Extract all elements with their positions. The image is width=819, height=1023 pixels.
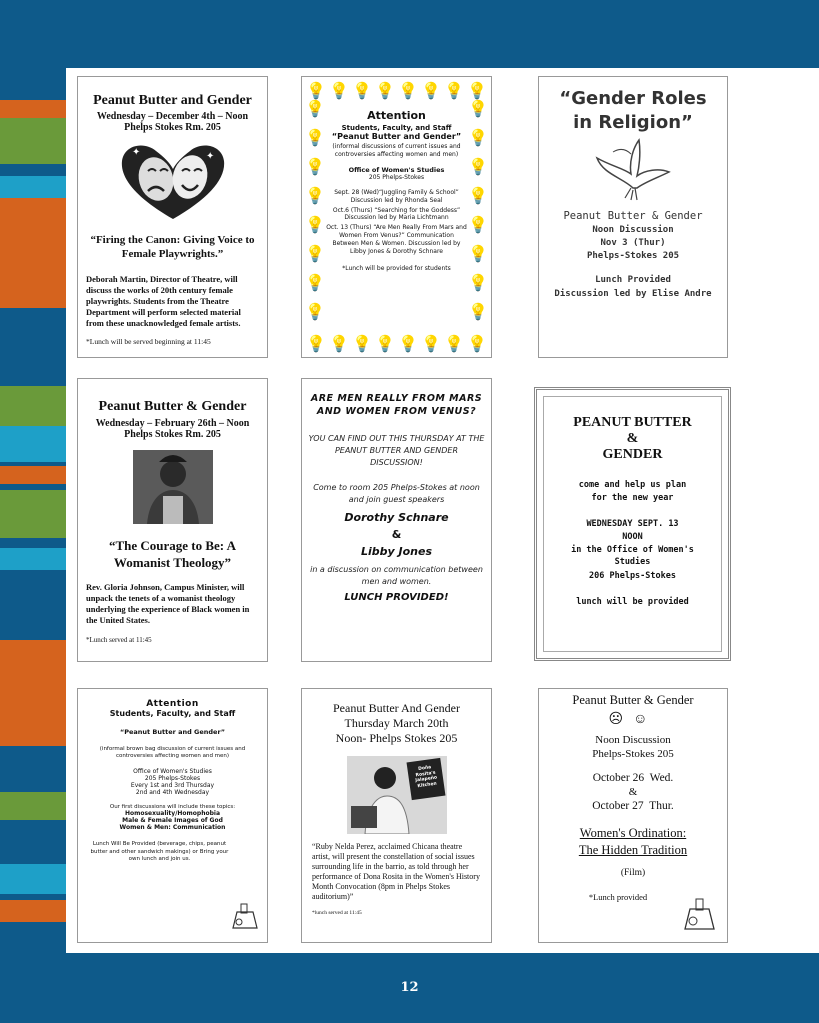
lightbulb-icon: 💡 [329, 81, 349, 100]
flyer9-type: Noon Discussion [595, 734, 671, 746]
lightbulb-icon: 💡 [468, 244, 488, 263]
flyer5-line1: YOU CAN FIND OUT THIS THURSDAY AT THE PEANUT BUTTER AND GENDER DISCUSSION! [308, 433, 485, 468]
flyer7-schedule1: Every 1st and 3rd Thursday [130, 782, 215, 790]
flyer7-topic2: Male & Female Images of God [122, 817, 223, 825]
flyer7-room: 205 Phelps-Stokes [144, 775, 201, 783]
lightbulb-icon: 💡 [468, 157, 488, 176]
flyer6-lunch: lunch will be provided [576, 597, 689, 607]
flyer8-room: Noon- Phelps Stokes 205 [335, 731, 458, 745]
flyer7-office: Office of Women's Studies [133, 768, 212, 776]
flyer2-office: Office of Women's Studies [348, 166, 445, 174]
lightbulb-icon: 💡 [375, 81, 395, 100]
flyer2-title: Attention [367, 109, 426, 122]
flyer9-date2: October 27 Thur. [592, 800, 674, 812]
flyer-womens-ordination [538, 688, 728, 943]
lightbulb-icon: 💡 [398, 81, 418, 100]
flyer2-session-1: Sept. 28 (Wed)“Juggling Family & School” Discussion led by Rhonda Seal [334, 189, 459, 204]
flyer5-speaker1: Dorothy Schnare [344, 510, 449, 524]
flyer9-lunch: *Lunch provided [588, 892, 648, 902]
flyer7-topic1: Homosexuality/Homophobia [124, 810, 221, 818]
flyer1-note: *Lunch will be served beginning at 11:45 [86, 336, 211, 346]
flyer6-time: NOON [622, 531, 643, 542]
flyer4-room: Phelps Stokes Rm. 205 [124, 429, 221, 440]
flyer3-date: Nov 3 (Thur) [600, 237, 666, 248]
svg-text:✦: ✦ [205, 151, 214, 162]
flyer4-body: Rev. Gloria Johnson, Campus Minister, will unpack the tenets of a womanist theology underlying the experience of Black women in the United States. [86, 581, 250, 625]
flyer1-body: Deborah Martin, Director of Theatre, will discuss the works of 20th century female playwrights. Students from the Theatre Department will perform selected material from these unacknowledged female artists. [86, 273, 241, 328]
top-banner [0, 0, 819, 68]
flyer5-line2: Come to room 205 Phelps-Stokes at noon and join guest speakers [313, 482, 480, 505]
flyer1-subtitle: “Firing the Canon: Giving Voice to Female Playwrights.” [90, 234, 255, 260]
lightbulb-icon: 💡 [305, 215, 325, 234]
flyer1-date: Wednesday – December 4th – Noon [96, 111, 249, 122]
lightbulb-icon: 💡 [305, 157, 325, 176]
flyer9-topic1: Women's Ordination: [579, 826, 687, 840]
lightbulb-icon: 💡 [398, 334, 418, 353]
svg-text:✦: ✦ [131, 147, 140, 158]
page-number: 12 [400, 980, 419, 995]
flyer3-series: Peanut Butter & Gender [563, 209, 703, 222]
flyer-attention-topics [77, 688, 268, 943]
flyer7-topics-intro: Our first discussions will include these topics: [109, 804, 236, 811]
flyer9-date1: October 26 Wed. [592, 772, 674, 784]
lightbulb-icon: 💡 [352, 81, 372, 100]
flyer-firing-the-canon [77, 76, 268, 358]
lightbulb-icon: 💡 [306, 81, 326, 100]
flyer9-amp: & [628, 786, 638, 798]
flyer4-date: Wednesday – February 26th – Noon [95, 418, 250, 429]
flyer7-desc: (informal brown bag discussion of current issues and controversies affecting women and men) [99, 746, 246, 760]
lightbulb-icon: 💡 [421, 334, 441, 353]
flyer8-body: “Ruby Nelda Perez, acclaimed Chicana theatre artist, will present the constellation of social issues surrounding life in the barrio, as told through her performance of Dona Rosita in the Women's History Month Convocation (8pm in Phelps Stokes auditorium)” [312, 842, 480, 901]
lightbulb-icon: 💡 [467, 81, 487, 100]
flyer7-schedule2: 2nd and 4th Wednesday [135, 789, 210, 797]
flyer4-subtitle: “The Courage to Be: A Womanist Theology” [108, 538, 237, 570]
flyer-mars-venus [301, 378, 492, 662]
flyer-plan-new-year [534, 387, 731, 661]
lightbulb-icon: 💡 [468, 215, 488, 234]
flyer6-title1: PEANUT BUTTER [573, 415, 692, 430]
flyer5-headline: ARE MEN REALLY FROM MARS AND WOMEN FROM VENUS? [310, 393, 483, 417]
flyer-womanist-theology [77, 378, 268, 662]
lightbulb-icon: 💡 [468, 302, 488, 321]
flyer9-title: Peanut Butter & Gender [572, 693, 694, 707]
theatre-masks-icon [86, 139, 259, 230]
lightbulb-icon: 💡 [468, 128, 488, 147]
lightbulb-icon: 💡 [305, 302, 325, 321]
lightbulb-border-top [302, 77, 491, 100]
flyer4-title: Peanut Butter & Gender [98, 399, 247, 414]
flyer2-audience: Students, Faculty, and Staff [341, 124, 452, 132]
flyer7-series: “Peanut Butter and Gender” [119, 728, 226, 736]
performer-photo-image [347, 756, 447, 834]
flyer8-title: Peanut Butter And Gender [333, 701, 460, 715]
lightbulb-icon: 💡 [375, 334, 395, 353]
flyer1-room: Phelps Stokes Rm. 205 [124, 122, 221, 133]
lightbulb-icon: 💡 [421, 81, 441, 100]
flyer7-topic3: Women & Men: Communication [119, 824, 226, 832]
lightbulb-icon: 💡 [467, 334, 487, 353]
lunch-bag-icon [681, 897, 717, 936]
flyer3-leader: Discussion led by Elise Andre [554, 288, 712, 299]
flyer2-session-2: Oct.6 (Thurs) “Searching for the Goddess” Discussion led by Maria Lichtmann [332, 206, 461, 222]
flyer-attention-sessions [301, 76, 492, 358]
flyer5-line3: in a discussion on communication between men and women. [310, 564, 483, 586]
flyer2-series: “Peanut Butter and Gender” [331, 132, 462, 141]
flyer2-session-3: Oct. 13 (Thurs) “Are Men Really From Mars and Women From Venus?” Communication Between Men & Women. Discussion led by Libby Jones & Dorothy Schnare [326, 224, 467, 255]
flyer6-place: in the Office of Women's Studies [571, 544, 694, 568]
flyer3-room: Phelps-Stokes 205 [586, 250, 680, 261]
flyer6-amp: & [626, 431, 639, 446]
flyer8-date: Thursday March 20th [344, 716, 449, 730]
flyer6-room: 206 Phelps-Stokes [589, 571, 676, 581]
flyer4-note: *Lunch served at 11:45 [86, 635, 152, 644]
flyer8-note: *lunch served at 11:45 [312, 910, 362, 916]
flyer5-lunch: LUNCH PROVIDED! [344, 592, 449, 604]
flyer5-amp: & [391, 527, 402, 541]
flyer9-topic2: The Hidden Tradition [578, 843, 688, 857]
lightbulb-icon: 💡 [305, 273, 325, 292]
lightbulb-icon: 💡 [305, 244, 325, 263]
lightbulb-border-left [305, 99, 325, 321]
lightbulb-icon: 💡 [329, 334, 349, 353]
flyer6-invite: come and help us plan for the new year [578, 480, 687, 503]
flyer7-audience: Students, Faculty, and Staff [109, 709, 236, 718]
flyer-gender-roles-religion [538, 76, 728, 358]
lightbulb-icon: 💡 [352, 334, 372, 353]
flyer6-date: WEDNESDAY SEPT. 13 [586, 518, 679, 529]
lightbulb-border-right [468, 99, 488, 321]
flyer2-desc: (informal discussions of current issues and controversies affecting women and men) [332, 143, 461, 158]
flyer3-type: Noon Discussion [592, 224, 674, 235]
flyer6-title2: GENDER [602, 447, 663, 462]
woman-portrait-image [133, 450, 213, 524]
lightbulb-border-bottom [302, 334, 491, 353]
flyer3-lunch: Lunch Provided [595, 274, 671, 285]
lightbulb-icon: 💡 [305, 186, 325, 205]
flyer5-speaker2: Libby Jones [360, 544, 433, 558]
lightbulb-icon: 💡 [305, 99, 325, 118]
flyer9-film: (Film) [620, 868, 646, 878]
lightbulb-icon: 💡 [444, 334, 464, 353]
flyer9-room: Phelps-Stokes 205 [592, 748, 674, 760]
lunch-bag-icon [229, 902, 259, 934]
left-color-stripes [0, 68, 66, 953]
flyer2-note: *Lunch will be provided for students [342, 265, 451, 273]
lightbulb-icon: 💡 [468, 273, 488, 292]
flyer7-title: Attention [146, 699, 199, 709]
lightbulb-icon: 💡 [468, 186, 488, 205]
flyer1-title: Peanut Butter and Gender [93, 93, 252, 108]
photo-sign-text: Doña Rosita's Jalapeño Kitchen [414, 765, 438, 790]
theatre-masks-small-icon: ☹☺ [608, 712, 658, 727]
dove-icon [545, 138, 721, 206]
flyer7-lunch: Lunch Will Be Provided (beverage, chips, peanut butter and other sandwich makings) or Bring your own lunch and join us. [90, 841, 229, 863]
flyer-ruby-nelda-perez [301, 688, 492, 943]
lightbulb-icon: 💡 [306, 334, 326, 353]
lightbulb-icon: 💡 [305, 128, 325, 147]
lightbulb-icon: 💡 [468, 99, 488, 118]
lightbulb-icon: 💡 [444, 81, 464, 100]
flyer3-title: “Gender Roles in Religion” [559, 88, 707, 134]
flyer2-room: 205 Phelps-Stokes [368, 174, 425, 181]
